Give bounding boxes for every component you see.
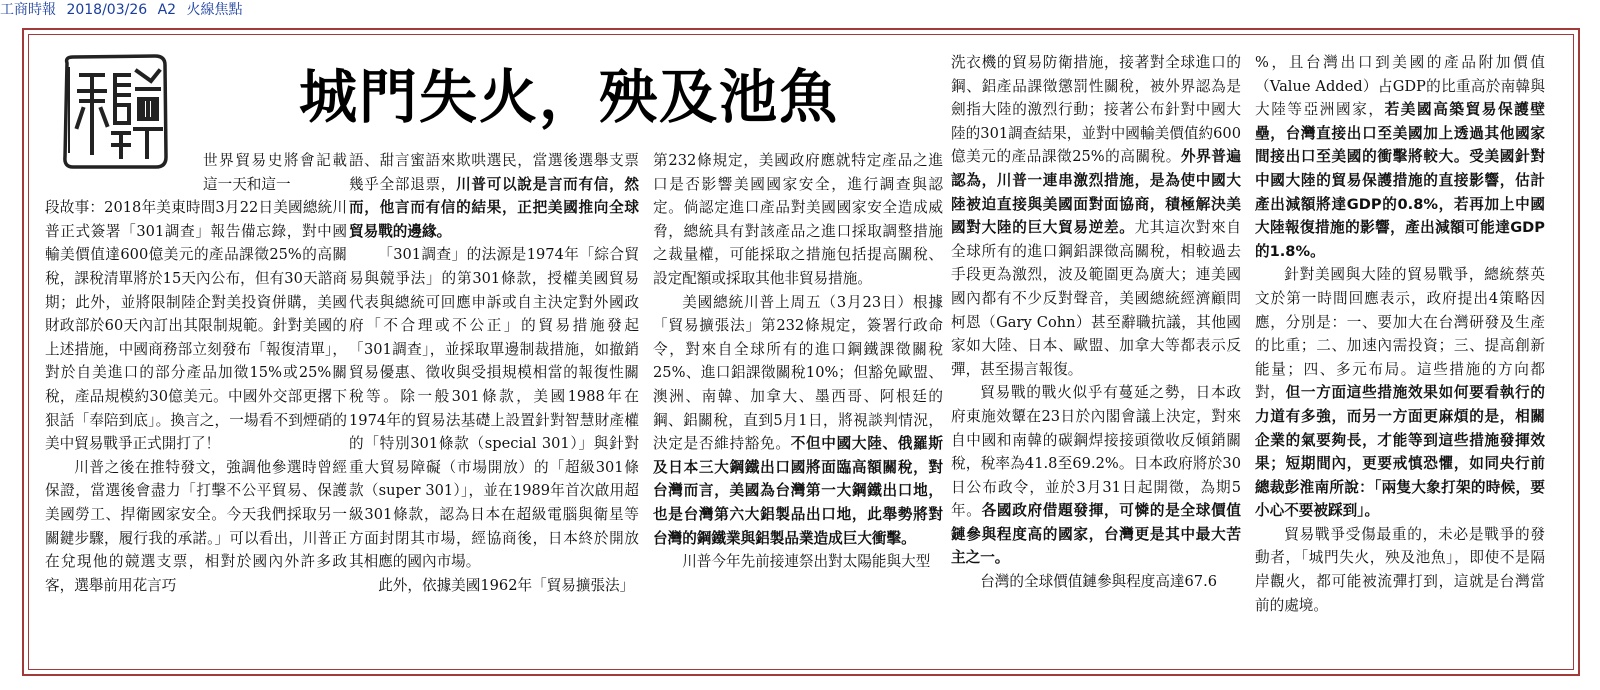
- body-text: 尤其這次對來自全球所有的進口鋼鋁課徵高關稅，相較過去手段更為激烈，波及範圍更為廣大；連美國國內都有不少反對聲音，美國總統經濟顧問柯恩（Gary Cohn）甚至辭職抗議，其他國家如大陸、日本、歐盟、加拿大等都表示反彈，甚至揚言報復。: [951, 219, 1241, 378]
- article-paragraph: [45, 456, 347, 598]
- article-column-1: [45, 149, 347, 653]
- article-column-5: [1255, 51, 1545, 653]
- article-frame: [22, 28, 1580, 676]
- article-column-3: [653, 149, 943, 653]
- body-text: 語、甜言蜜語來欺哄選民，當選後選舉支票幾乎全部退票，: [349, 152, 639, 193]
- article-paragraph: [951, 570, 1241, 594]
- body-text: 第232條規定，美國政府應就特定產品之進口是否影響美國國家安全，進行調查與認定。倘認定進口產品對美國國家安全造成威脅，總統具有對該產品之進口採取調整措施之裁量權，可能採取之措施包括提高關稅、設定配額或採取其他非貿易措施。: [653, 152, 943, 287]
- article-paragraph: [349, 574, 639, 598]
- emphasis-text: 川普可以說是言而有信，然而，他言而有信的結果，正把美國推向全球貿易戰的邊緣。: [349, 175, 639, 240]
- body-text: 貿易戰的戰火似乎有蔓延之勢，日本政府東施效顰在23日於內閣會議上決定，對來自中國和南韓的碳鋼焊接接頭徵收反傾銷關稅，稅率為41.8至69.2%。日本政府將於30日公布政令，並於3月31日起開徵，為期5年。: [951, 384, 1241, 520]
- article-column-4: [951, 51, 1241, 653]
- body-text: 川普今年先前接連祭出對太陽能與大型: [682, 553, 931, 571]
- body-text: 美國總統川普上周五（3月23日）根據「貿易擴張法」第232條規定，簽署行政命令，對來自全球所有的進口鋼鐵課徵關稅25%、進口鋁課徵關稅10%；但豁免歐盟、澳洲、南韓、加拿大、墨西哥、阿根廷的鋼、鋁關稅，直到5月1日，將視談判情況，決定是否維持豁免。: [653, 293, 943, 453]
- body-text: 此外，依據美國1962年「貿易擴張法」: [378, 576, 635, 594]
- article-paragraph: [45, 149, 347, 196]
- masthead-date: 2018/03/26: [66, 2, 148, 18]
- article-paragraph: [349, 243, 639, 573]
- article-paragraph: [1255, 51, 1545, 263]
- headline: 城門失火，殃及池魚: [299, 63, 840, 131]
- masthead-section: 火線焦點: [186, 2, 243, 18]
- emphasis-text: 各國政府借題發揮，可憐的是全球價值鏈參與程度高的國家，台灣更是其中最大苦主之一。: [951, 502, 1241, 567]
- masthead-paper: 工商時報: [0, 2, 56, 18]
- emphasis-text: 若美國高築貿易保護壁壘，台灣直接出口至美國加上透過其他國家間接出口至美國的衝擊將較大。受美國針對中國大陸的貿易保護措施的直接影響，估計產出減額將達GDP的0.8%，若再加上中國大陸報復措施的影響，產出減額可能達GDP的1.8%。: [1255, 101, 1545, 260]
- article-paragraph: [951, 51, 1241, 381]
- seal-text: 社論: [115, 119, 117, 120]
- body-text: 貿易戰爭受傷最重的，未必是戰爭的發動者，「城門失火，殃及池魚」，即使不是隔岸觀火，都可能被流彈打到，這就是台灣當前的處境。: [1255, 525, 1545, 614]
- article-paragraph: [951, 381, 1241, 570]
- article-frame-inner: [28, 34, 1574, 670]
- body-text: 洗衣機的貿易防衛措施，接著對全球進口的鋼、鋁產品課徵懲罰性關稅，被外界認為是劍指大陸的激烈行動；接著公布針對中國大陸的301調查結果，並對中國輸美價值約600億美元的產品課徵25%的高關稅。: [951, 54, 1241, 166]
- emphasis-text: 外界普遍認為，川普一連串激烈措施，是為使中國大陸被迫直接與美國面對面協商，積極解決美國對大陸的巨大貿易逆差。: [951, 148, 1241, 237]
- body-text: 段故事：2018年美東時間3月22日美國總統川普正式簽署「301調查」報告備忘錄，對中國輸美價值達600億美元的產品課徵25%的高關稅，課稅清單將於15天內公布，但有30天諮商期；此外，並將限制陸企對美投資併購，美國財政部於60天內訂出其限制規範。針對美國的上述措施，中國商務部立刻發布「報復清單」，對於自美進口的部分產品加徵15%或25%關稅，產品規模約30億美元。中國外交部更撂下狠話「奉陪到底」。換言之，一場看不到煙硝的美中貿易戰爭正式開打了！: [45, 199, 347, 453]
- emphasis-text: 但一方面這些措施效果如何要看執行的力道有多強，而另一方面更麻煩的是，相關企業的氣要夠長，才能等到這些措施發揮效果；短期間內，更要戒慎恐懼，如同央行前總裁彭淮南所說：「兩隻大象打架的時候，要小心不要被踩到」。: [1255, 384, 1545, 520]
- body-text: 川普之後在推特發文，強調他參選時曾經保證，當選後會盡力「打擊不公平貿易、保護美國勞工、捍衛國家安全。今天我們採取另一關鍵步驟，履行我的承諾。」可以看出，川普正在兌現他的競選支票，相對於國內外許多政客，選舉前用花言巧: [45, 458, 347, 594]
- article-column-2: [349, 149, 639, 653]
- body-text: 世界貿易史將會記載這一天和這一: [203, 152, 347, 193]
- body-text: 「301調查」的法源是1974年「綜合貿易與競爭法」的第301條款，授權美國貿易代表與總統可回應申訴或自主決定對外國政府「不合理或不公正」的貿易措施發起「301調查」，並採取單邊制裁措施，如撤銷貿易優惠、徵收與受損規模相當的報復性關稅等。除一般301條款，美國1988年在1974年的貿易法基礎上設置針對智慧財產權的「特別301條款（special 301）」與針對重大貿易障礙（市場開放）的「超級301條款（super 301）」，並在1989年首次啟用超級301條款，認為日本在超級電腦與衛星等方面封閉其市場，經協商後，日本終於開放其相應的國內市場。: [349, 246, 639, 571]
- body-text: 針對美國與大陸的貿易戰爭，總統蔡英文於第一時間回應表示，政府提出4策略因應，分別是：一、要加大在台灣研發及生產的比重；二、加速內需投資；三、提高創新能量；四、多元布局。這些措施的方向都對，: [1255, 266, 1545, 402]
- article-paragraph: [653, 291, 943, 551]
- article-paragraph: [653, 149, 943, 291]
- body-text: %，且台灣出口到美國的產品附加價值（Value Added）占GDP的比重高於南韓與大陸等亞洲國家，: [1255, 54, 1545, 119]
- body-text: 台灣的全球價值鏈參與程度高達67.6: [980, 573, 1217, 591]
- article-paragraph: [1255, 263, 1545, 523]
- article-paragraph: [349, 149, 639, 243]
- emphasis-text: 不但中國大陸、俄羅斯及日本三大鋼鐵出口國將面臨高額關稅，對台灣而言，美國為台灣第一大鋼鐵出口地，也是台灣第六大鋁製品出口地，此舉勢將對台灣的鋼鐵業與鋁製品業造成巨大衝擊。: [653, 435, 943, 547]
- article-paragraph: [45, 196, 347, 456]
- article-paragraph: [1255, 523, 1545, 617]
- article-paragraph: [653, 550, 943, 574]
- masthead: [0, 0, 249, 22]
- masthead-page: A2: [157, 2, 177, 18]
